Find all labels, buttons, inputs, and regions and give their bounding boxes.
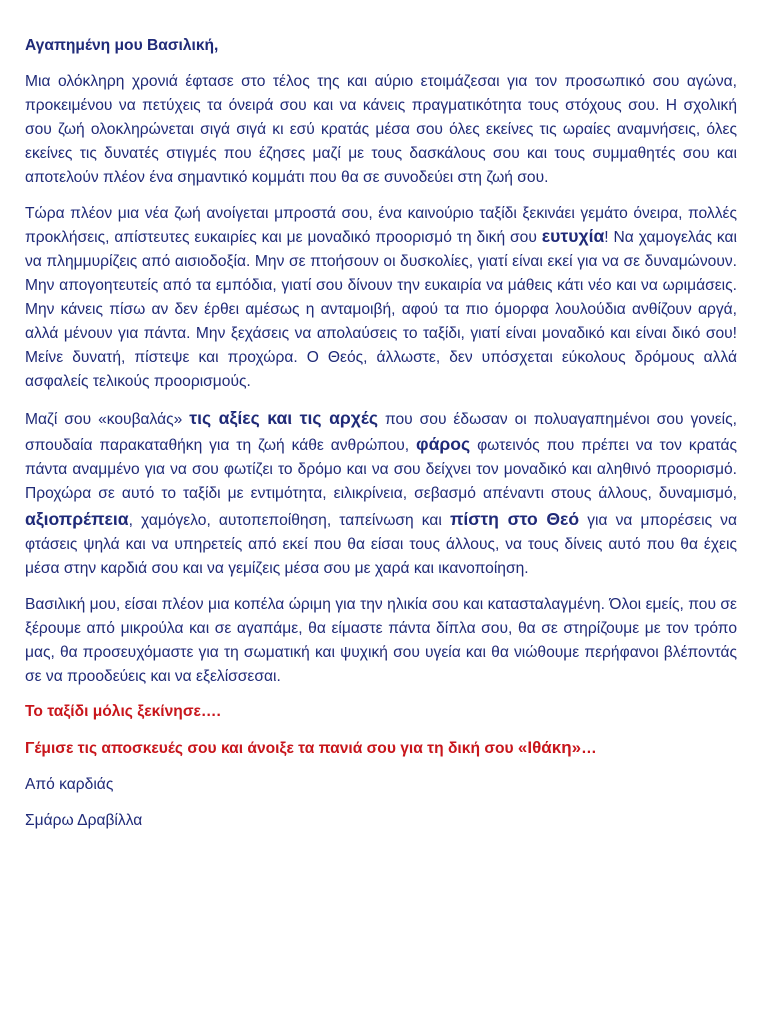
signature: Σμάρω Δραβίλλα — [25, 811, 143, 829]
paragraph-4: Βασιλική μου, είσαι πλέον μια κοπέλα ώριμη για την ηλικία σου και κατασταλαγμένη. Όλοι εμείς, που σε ξέρουμε από μικρούλα και σε αγαπάμε, θα είμαστε πάντα δίπλα σου, θα σε στηρίζουμε με τον τρόπο μας, θα προσευχόμαστε για τη σωματική και ψυχική σου υγεία και θα νιώθουμε περήφανοι βλέποντάς σε να προοδεύεις και να εξελίσσεσαι. — [25, 596, 737, 685]
paragraph-3-text-i: για να μπορέσεις να φτάσεις ψηλά και να υπηρετείς από εκεί που θα είσαι τους άλλους, να τους δίνεις αυτό που θα έχεις μέσα στην καρδιά σου και να γεμίζεις μέσα σου με χαρά και ικανοποίηση. — [25, 511, 737, 577]
paragraph-3-text-g: , χαμόγελο, αυτοπεποίθηση, ταπείνωση και — [128, 511, 450, 529]
red-line-2-text-a: Γέμισε τις αποσκευές σου και άνοιξε τα πανιά σου για τη δική σου — [25, 739, 518, 757]
paragraph-2-text-c: ! Να χαμογελάς και να πλημμυρίζεις από αισιοδοξία. Μην σε πτοήσουν οι δυσκολίες, γιατί είναι εκεί για να σε δυναμώνουν. Μην απογοητευτείς από τα εμπόδια, γιατί σου δίνουν την ευκαιρία να μάθεις κάτι νέο και να ωριμάσεις. Μην κάνεις πίσω αν δεν έρθει αμέσως η ανταμοιβή, αφού τα πιο όμορφα λουλούδια ανθίζουν αργά, αλλά μένουν για πάντα. Μην ξεχάσεις να απολαύσεις το ταξίδι, γιατί είναι μοναδικό και είναι δικό σου! Μείνε δυνατή, πίστεψε και προχώρα. Ο Θεός, άλλωστε, δεν υπόσχεται εύκολους δρόμους αλλά ασφαλείς τελικούς προορισμούς. — [25, 229, 737, 390]
paragraph-3-text-e: φωτεινός που πρέπει να τον κρατάς πάντα αναμμένο για να σου φωτίζει το δρόμο και να σου δείχνει τον μοναδικό και αληθινό προορισμό. Προχώρα σε αυτό το ταξίδι με εντιμότητα, ειλικρίνεια, σεβασμό απέναντι στους άλλους, δυναμισμό, — [25, 436, 737, 503]
red-line-2-text-c: … — [581, 739, 597, 757]
red-line-1: Το ταξίδι μόλις ξεκίνησε…. — [25, 702, 221, 720]
highlight-axies: τις αξίες και τις αρχές — [189, 407, 378, 428]
letter-page — [25, 35, 737, 846]
highlight-faros: φάρος — [416, 433, 471, 454]
highlight-eftychia: ευτυχία — [541, 226, 605, 247]
highlight-axioprepeia: αξιοπρέπεια — [25, 508, 129, 529]
paragraph-2 — [25, 202, 737, 394]
paragraph-3-text-c: που σου έδωσαν οι πολυαγαπημένοι σου γονείς, σπουδαία παρακαταθήκη για τη ζωή κάθε ανθρώπου, — [25, 410, 737, 454]
paragraph-3-text-a: Μαζί σου «κουβαλάς» — [25, 410, 190, 428]
paragraph-1: Μια ολόκληρη χρονιά έφτασε στο τέλος της και αύριο ετοιμάζεσαι για τον προσωπικό σου αγώνα, προκειμένου να πετύχεις τα όνειρά σου και να κάνεις πραγματικότητα τους στόχους σου. Η σχολική σου ζωή ολοκληρώνεται σιγά σιγά κι εσύ κρατάς μέσα σου όλες εκείνες τις ωραίες αναμνήσεις, όλες εκείνες τις δυνατές στιγμές που έζησες μαζί με τους δασκάλους σου και τους συμμαθητές σου και αποτελούν πλέον ένα σημαντικό κομμάτι που θα σε συνοδεύει στη ζωή σου. — [25, 73, 737, 186]
greeting: Αγαπημένη μου Βασιλική, — [25, 37, 219, 54]
paragraph-2-text-a: Τώρα πλέον μια νέα ζωή ανοίγεται μπροστά σου, ένα καινούριο ταξίδι ξεκινάει γεμάτο όνειρα, πολλές προκλήσεις, απίστευτες ευκαιρίες και με μοναδικό προορισμό τη δική σου — [25, 204, 737, 247]
highlight-ithaki: «Ιθάκη» — [517, 737, 582, 757]
red-line-2 — [25, 737, 737, 760]
paragraph-3 — [25, 406, 737, 581]
closing: Από καρδιάς — [25, 775, 114, 793]
highlight-pisti: πίστη στο Θεό — [449, 508, 580, 529]
